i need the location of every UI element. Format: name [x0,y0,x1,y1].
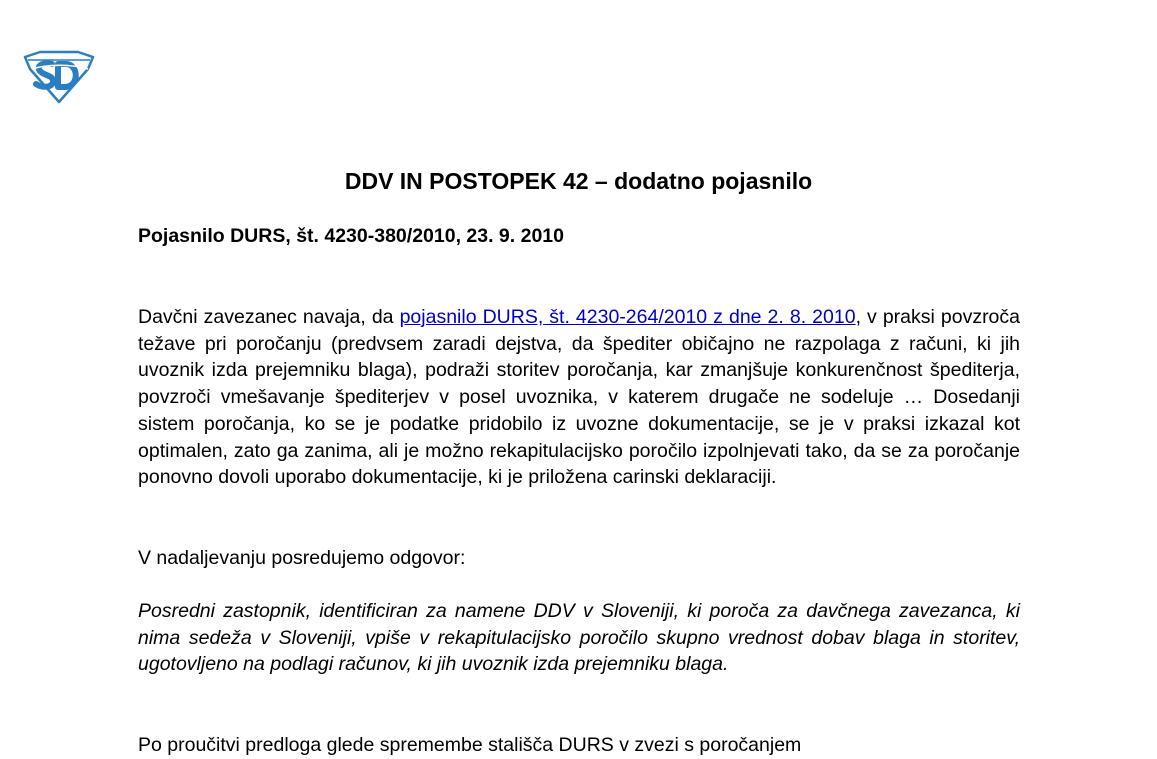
paragraph-question [138,304,1020,491]
document-title: DDV IN POSTOPEK 42 – dodatno pojasnilo [344,168,813,194]
sd-shield-logo-icon [22,49,96,105]
paragraph-continuation: Po proučitvi predloga glede spremembe stališča DURS v zvezi s poročanjem [138,734,802,756]
durs-explanation-link[interactable]: pojasnilo DURS, št. 4230-264/2010 z dne 2. 8. 2010 [399,306,856,328]
paragraph-intro-answer: V nadaljevanju posredujemo odgovor: [138,547,466,569]
document-subtitle: Pojasnilo DURS, št. 4230-380/2010, 23. 9. 2010 [138,225,564,247]
paragraph-question-rest: , v praksi povzroča težave pri poročanju (predvsem zaradi dejstva, da špediter običajno ne razpolaga z računi, ki jih uvoznik izda prejemniku blaga), podraži storitev poročanja, kar zmanjšuje konkurenčnost špediterja, povzroči vmešavanje špediterjev v posel uvoznika, v katerem drugače ne sodeluje … Dosedanji sistem poročanja, ko se je podatke pridobilo iz uvozne dokumentacije, se je v praksi izkazal kot optimalen, zato ga zanima, ali je možno rekapitulacijsko poročilo izpolnjevati tako, da se za poročanje ponovno dovoli uporabo dokumentacije, ki je priložena carinski deklaraciji. [138,306,1021,489]
paragraph-question-start: Davčni zavezanec navaja, da [138,306,400,328]
paragraph-answer: Posredni zastopnik, identificiran za namene DDV v Sloveniji, ki poroča za davčnega zavezanca, ki nima sedeža v Sloveniji, vpiše v rekapitulacijsko poročilo skupno vrednost dobav blaga in storitev, ugotovljeno na podlagi računov, ki jih uvoznik izda prejemniku blaga. [138,600,1020,676]
